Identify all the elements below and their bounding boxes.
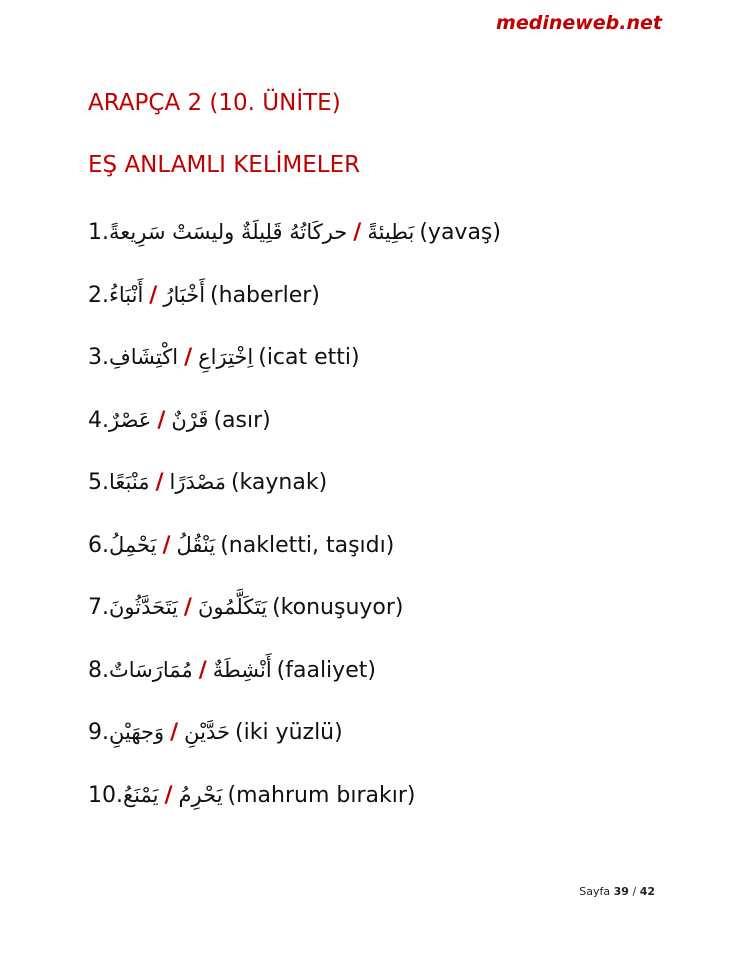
item-number: 7. [88, 595, 109, 620]
turkish-meaning: (haberler) [210, 282, 320, 308]
current-page: 39 [613, 885, 629, 898]
turkish-meaning: (asır) [213, 407, 271, 433]
arabic-synonym-2: مُمَارَسَاتٌ [109, 657, 193, 682]
list-item [88, 523, 688, 586]
page-label: Sayfa [579, 885, 611, 898]
arabic-synonym-1: يَحْرِمُ [178, 782, 223, 807]
turkish-meaning: (kaynak) [230, 470, 328, 495]
item-number: 2. [88, 282, 109, 308]
item-number: 1. [88, 220, 109, 245]
item-number: 4. [88, 407, 109, 433]
item-number: 9. [88, 720, 109, 745]
list-item [88, 648, 688, 711]
list-item [88, 773, 688, 836]
synonym-list [88, 210, 688, 835]
separator: / [149, 282, 158, 308]
list-item [88, 398, 688, 461]
turkish-meaning: (yavaş) [419, 220, 501, 245]
arabic-synonym-2: مَنْبَعًا [109, 470, 150, 494]
arabic-synonym-2: عَصْرٌ [109, 407, 152, 432]
arabic-synonym-2: يَحْمِلُ [109, 532, 157, 557]
arabic-synonym-1: أَنْشِطَةٌ [212, 657, 272, 682]
total-pages: 42 [639, 885, 655, 898]
arabic-synonym-1: حَدَّيْنِ [184, 720, 231, 744]
separator: / [170, 720, 179, 745]
site-name: medineweb.net [496, 12, 662, 34]
list-item [88, 710, 688, 773]
separator: / [155, 470, 164, 495]
arabic-synonym-2: حركَاتُهُ قَلِيلَةٌ وليسَتْ سَرِيعةً [109, 220, 348, 244]
separator: / [184, 345, 193, 370]
item-number: 8. [88, 657, 109, 683]
list-item [88, 335, 688, 398]
turkish-meaning: (mahrum bırakır) [227, 782, 416, 808]
arabic-synonym-1: بَطِيئةً [367, 220, 415, 244]
turkish-meaning: (icat etti) [258, 345, 360, 370]
item-number: 3. [88, 345, 109, 370]
turkish-meaning: (konuşuyor) [272, 595, 404, 620]
arabic-synonym-1: قَرْنٌ [171, 407, 209, 432]
page-number [579, 885, 655, 898]
separator: / [353, 220, 362, 245]
turkish-meaning: (iki yüzlü) [235, 720, 343, 745]
turkish-meaning: (nakletti, taşıdı) [220, 532, 395, 558]
page-separator: / [632, 885, 637, 898]
item-number: 10. [88, 782, 123, 808]
arabic-synonym-1: يَتَكَلَّمُونَ [197, 595, 268, 619]
turkish-meaning: (faaliyet) [276, 657, 376, 683]
list-item [88, 273, 688, 336]
separator: / [164, 782, 173, 808]
arabic-synonym-2: وَجهَيْنِ [109, 720, 165, 744]
item-number: 5. [88, 470, 109, 495]
separator: / [162, 532, 171, 558]
separator: / [183, 595, 192, 620]
arabic-synonym-2: يَتَحَدَّثُونَ [109, 595, 178, 619]
arabic-synonym-1: أَخْبَارُ [163, 282, 206, 307]
arabic-synonym-1: مَصْدَرًا [169, 470, 226, 494]
list-item [88, 460, 688, 523]
list-item [88, 210, 688, 273]
list-item [88, 585, 688, 648]
separator: / [198, 657, 207, 683]
arabic-synonym-1: اِخْتِرَاعِ [198, 345, 254, 369]
page-title: ARAPÇA 2 (10. ÜNİTE) [88, 90, 341, 116]
arabic-synonym-2: يَمْنَعُ [123, 782, 159, 807]
separator: / [157, 407, 166, 433]
arabic-synonym-2: اكْتِشَافِ [109, 345, 179, 369]
arabic-synonym-1: يَنْقُلُ [176, 532, 216, 557]
item-number: 6. [88, 532, 109, 558]
page-subtitle: EŞ ANLAMLI KELİMELER [88, 152, 361, 178]
arabic-synonym-2: أَنْبَاءُ [109, 282, 144, 307]
